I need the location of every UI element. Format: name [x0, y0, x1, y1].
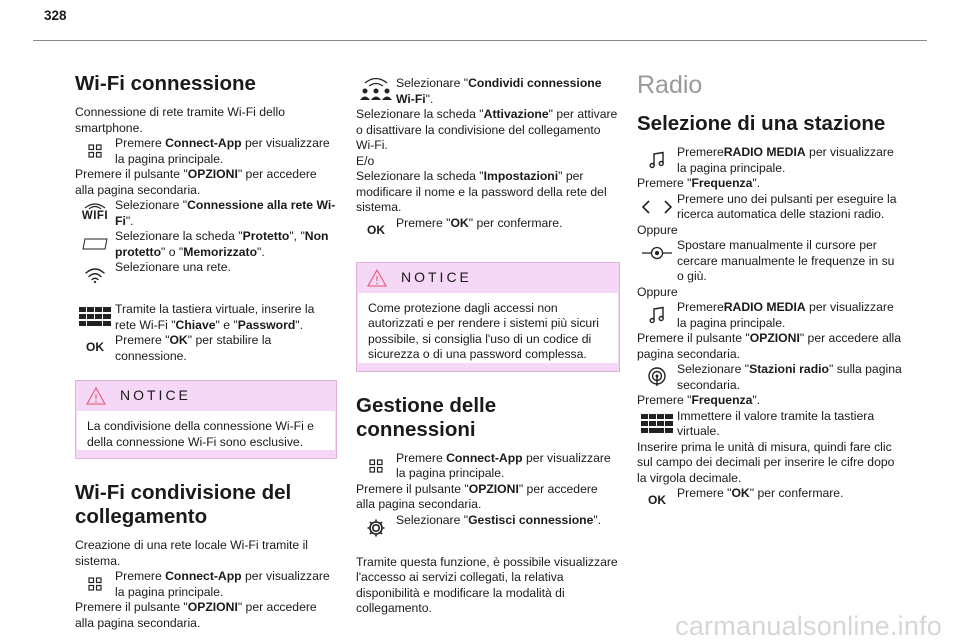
activation-text: Selezionare la scheda "Attivazione" per attivare o disattivare la condivisione del collegamento Wi-Fi.: [356, 107, 618, 152]
notice-header: [76, 381, 336, 411]
chevrons-icon: [637, 192, 677, 222]
step-select-network: [75, 260, 337, 290]
frequency-text-2: Premere "Frequenza".: [637, 393, 761, 407]
step-ok-confirm-2: [637, 486, 903, 516]
step-text: Selezionare una rete.: [115, 260, 231, 274]
top-divider: [33, 40, 927, 41]
grid-icon: [75, 136, 115, 166]
frequency-text: Premere "Frequenza".: [637, 176, 761, 190]
options-text-2: Premere il pulsante "OPZIONI" per accedere alla pagina secondaria.: [75, 600, 317, 630]
watermark: carmanualsonline.info: [675, 610, 942, 641]
notice-body: La condivisione della connessione Wi-Fi e della connessione Wi-Fi sono esclusive.: [77, 411, 335, 450]
step-text: Tramite la tastiera virtuale, inserire la rete Wi-Fi "Chiave" e "Password".: [115, 302, 315, 332]
step-text: PremereRADIO MEDIA per visualizzare la pagina principale.: [677, 145, 894, 175]
step-text: Premere "OK" per stabilire la connessione.: [115, 333, 272, 363]
warning-icon: [367, 269, 387, 287]
notice-body: Come protezione dagli accessi non autorizzati e per rendere i sistemi più sicuri possibile, si consiglia l'uso di un codice di sicurezza o di una password complessa.: [358, 293, 618, 363]
tag-icon: [75, 229, 115, 259]
ok-icon: OK: [86, 340, 104, 355]
step-text: Selezionare "Stazioni radio" sulla pagina secondaria.: [677, 362, 902, 392]
hotspot-icon: [356, 76, 396, 106]
music-note-icon: [637, 145, 677, 175]
intro-text: Connessione di rete tramite Wi-Fi dello smartphone.: [75, 105, 285, 135]
heading-manage-connections: Gestione delle connessioni: [356, 393, 497, 441]
keyboard-icon: [75, 302, 115, 332]
step-text: Premere Connect-App per visualizzare la pagina principale.: [115, 569, 330, 599]
slider-icon: [637, 238, 677, 268]
notice-box: [75, 380, 337, 459]
step-ok-confirm: [356, 216, 620, 246]
wifi-text-icon: WIFI: [75, 198, 115, 228]
wifi-icon: [75, 260, 115, 290]
grid-icon: [75, 569, 115, 599]
step-select-tab: [75, 229, 337, 260]
step-connect-app-3: [356, 451, 620, 482]
notice-title: NOTICE: [120, 387, 191, 404]
step-text: Selezionare "Gestisci connessione".: [396, 512, 602, 527]
ok-icon: OK: [367, 222, 385, 237]
options-text-4: Premere il pulsante "OPZIONI" per accedere alla pagina secondaria.: [637, 331, 902, 361]
grid-icon: [356, 451, 396, 481]
or-text-1: Oppure: [637, 222, 678, 237]
options-text: Premere il pulsante "OPZIONI" per accedere alla pagina secondaria.: [75, 167, 317, 197]
step-radio-stations: [637, 362, 903, 393]
column-1: [75, 54, 337, 631]
step-text: Premere uno dei pulsanti per eseguire la ricerca automatica delle stazioni radio.: [677, 191, 897, 221]
step-text: Premere Connect-App per visualizzare la pagina principale.: [396, 450, 611, 480]
notice-box-2: [356, 262, 620, 372]
step-ok: [75, 333, 337, 364]
and-or-text: E/o: [356, 153, 375, 168]
heading-wifi-connection: Wi-Fi connessione: [75, 72, 256, 95]
step-connect-app: [75, 136, 337, 167]
step-text: Premere "OK" per confermare.: [677, 486, 844, 500]
or-text-2: Oppure: [637, 284, 678, 299]
sharing-intro: Creazione di una rete locale Wi-Fi tramite il sistema.: [75, 538, 309, 568]
step-text: Premere "OK" per confermare.: [396, 215, 563, 230]
notice-title: NOTICE: [401, 268, 472, 285]
step-connect-app-2: [75, 569, 337, 600]
step-radio-media-2: [637, 300, 903, 331]
radio-waves-icon: [637, 362, 677, 392]
manage-description: Tramite questa funzione, è possibile visualizzare l'accesso ai servizi collegati, la relativa disponibilità e modificare la modalità di collegamento.: [356, 554, 618, 615]
heading-radio: Radio: [637, 71, 703, 99]
notice-header: [357, 263, 619, 293]
warning-icon: [86, 387, 106, 405]
music-note-icon: [637, 300, 677, 330]
gear-icon: [356, 513, 396, 543]
step-text: Spostare manualmente il cursore per cercare manualmente le frequenze in su o giù.: [677, 238, 895, 283]
heading-station-select: Selezione di una stazione: [637, 112, 886, 135]
options-text-3: Premere il pulsante "OPZIONI" per accedere alla pagina secondaria.: [356, 481, 598, 511]
step-auto-search: [637, 192, 903, 223]
step-text: PremereRADIO MEDIA per visualizzare la pagina principale.: [677, 300, 894, 330]
step-text: Premere Connect-App per visualizzare la pagina principale.: [115, 136, 330, 166]
step-text: Immettere il valore tramite la tastiera virtuale.: [677, 408, 875, 438]
settings-text: Selezionare la scheda "Impostazioni" per modificare il nome e la password della rete del sistema.: [356, 169, 607, 214]
step-select-wifi-network: [75, 198, 337, 229]
column-2: [356, 76, 620, 617]
step-manage-connection: [356, 513, 620, 543]
step-manual-slider: [637, 238, 903, 285]
heading-wifi-sharing: Wi-Fi condivisione del collegamento: [75, 481, 292, 528]
step-text: Selezionare "Connessione alla rete Wi-Fi".: [115, 198, 336, 228]
ok-icon: OK: [648, 493, 666, 508]
step-text: Selezionare "Condividi connessione Wi-Fi".: [396, 76, 602, 106]
decimal-instructions: Inserire prima le unità di misura, quindi fare clic sul campo dei decimali per inserire le cifre dopo la virgola decimale.: [637, 439, 895, 485]
step-virtual-keyboard: [75, 302, 337, 333]
step-text: Selezionare la scheda "Protetto", "Non protetto" o "Memorizzato".: [115, 229, 329, 259]
column-3: [637, 52, 903, 516]
page-number: 328: [44, 8, 67, 23]
step-keyboard-value: [637, 409, 903, 440]
step-radio-media: [637, 145, 903, 176]
keyboard-icon: [637, 409, 677, 439]
step-share-connection: [356, 76, 620, 107]
